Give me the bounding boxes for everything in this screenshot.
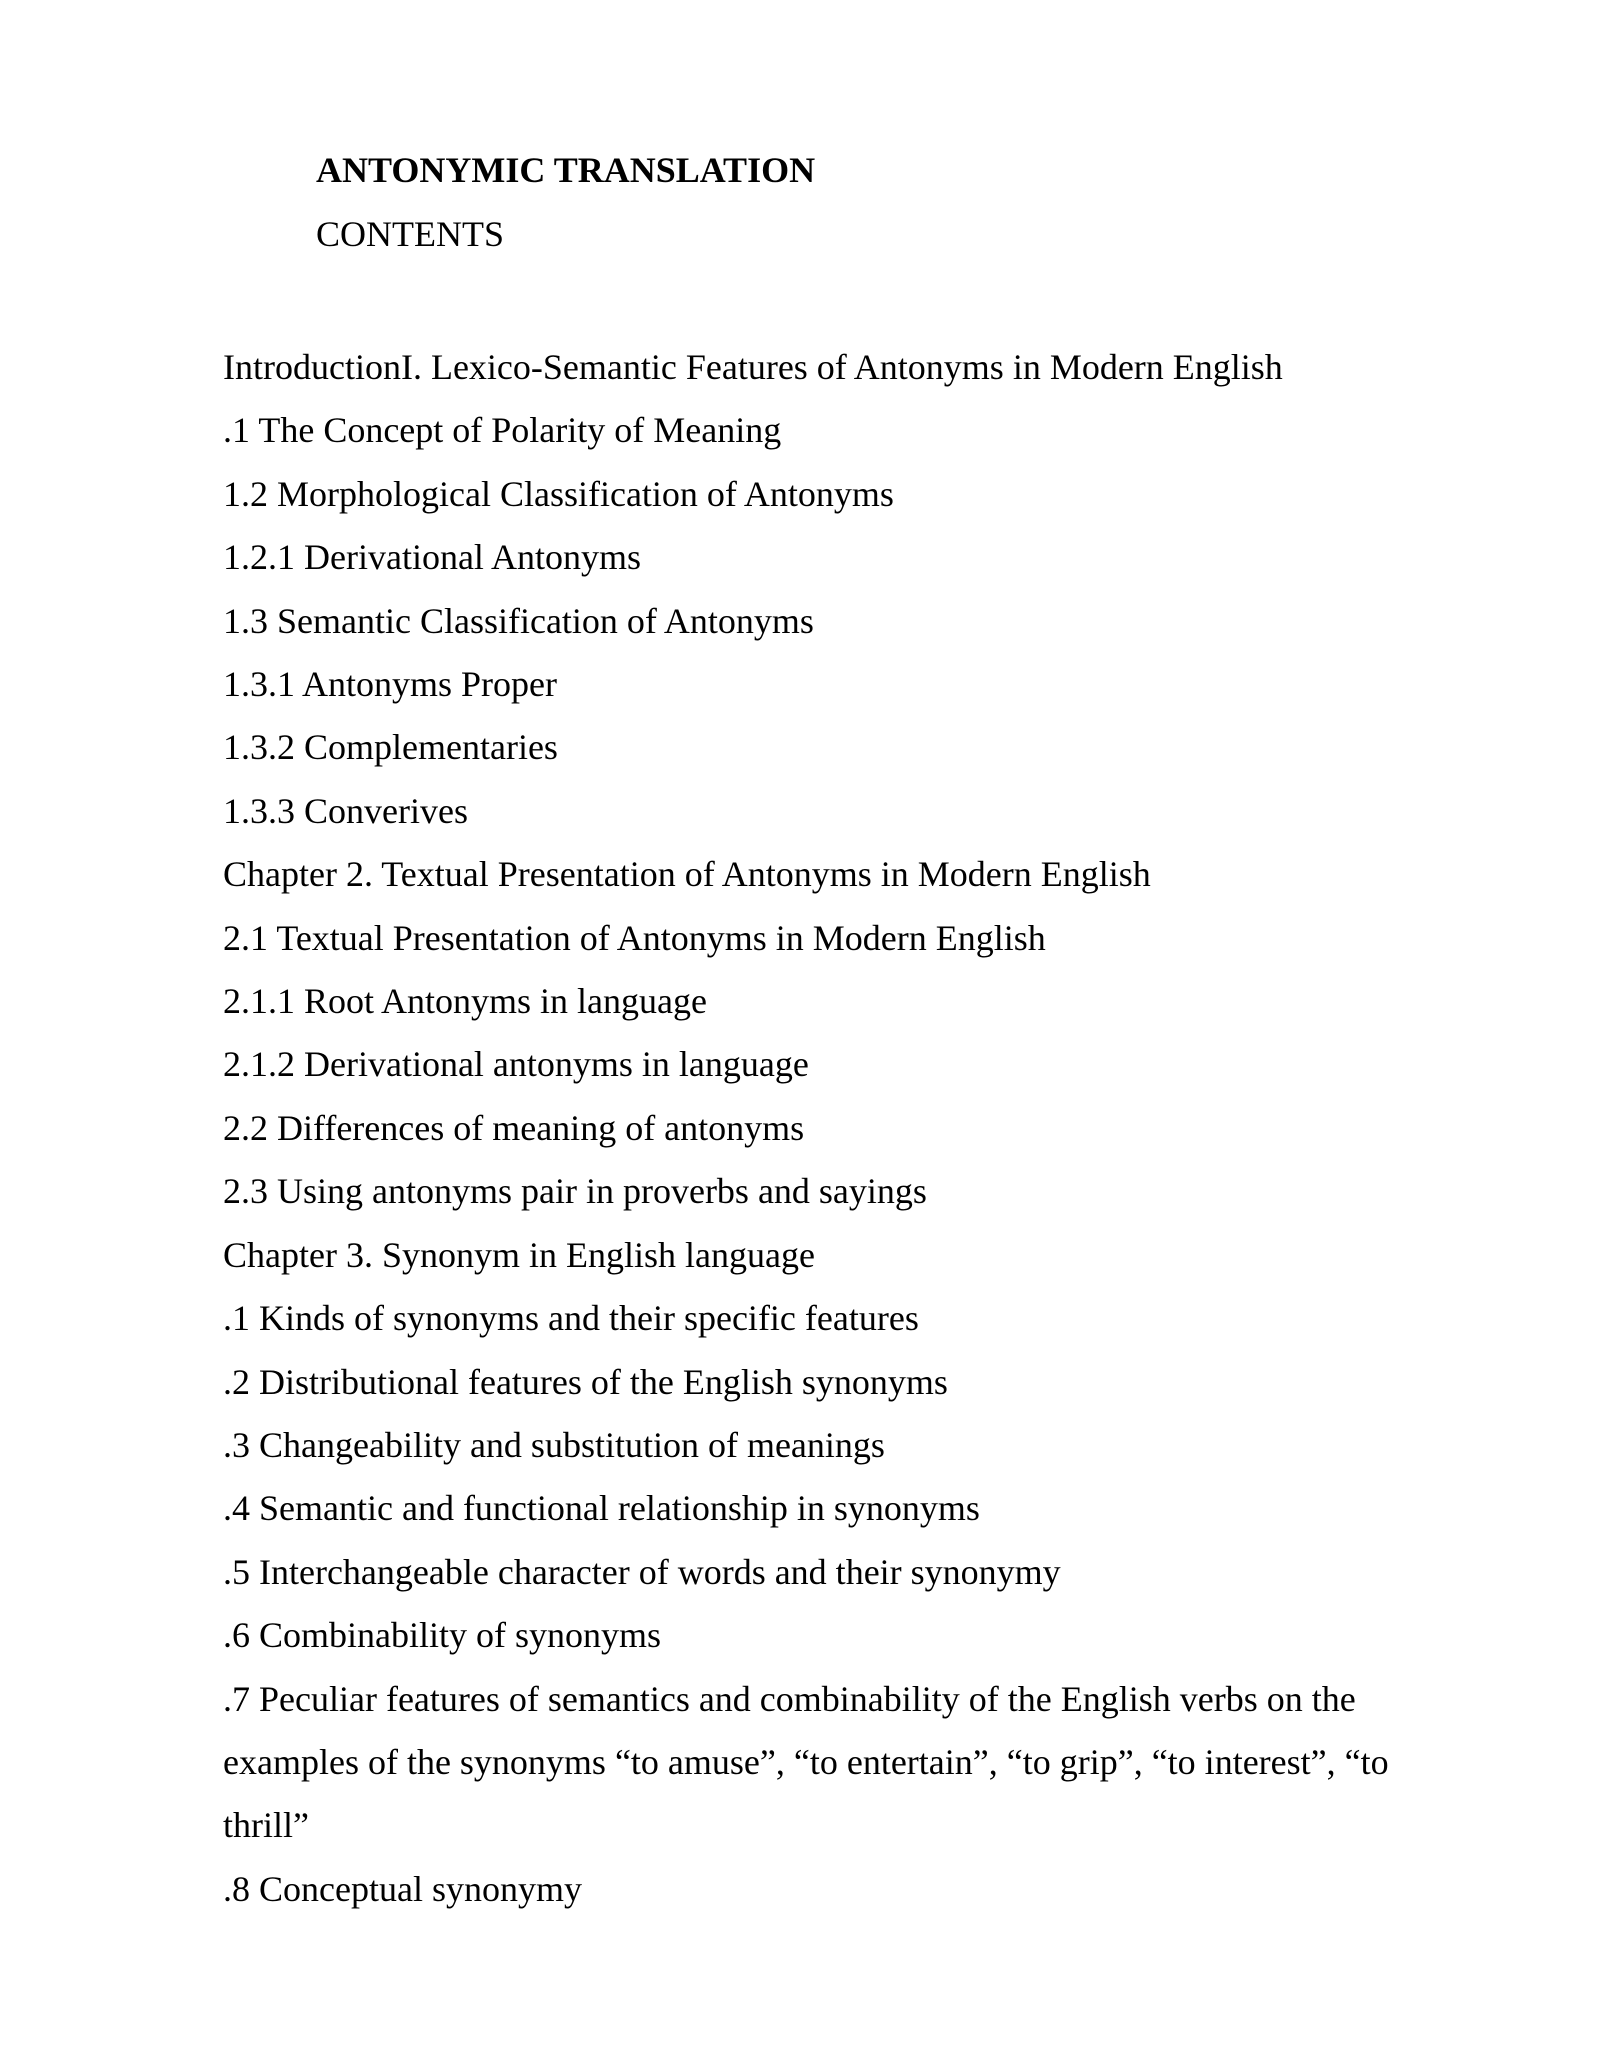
toc-item: .8 Conceptual synonymy xyxy=(223,1868,582,1909)
toc-item: 1.3 Semantic Classification of Antonyms xyxy=(223,600,814,641)
toc-item: 2.1.2 Derivational antonyms in language xyxy=(223,1044,809,1085)
toc-item: 1.3.2 Complementaries xyxy=(223,727,558,768)
toc-item: 1.2.1 Derivational Antonyms xyxy=(223,537,641,578)
toc-item: Chapter 3. Synonym in English language xyxy=(223,1234,815,1275)
toc-item: .6 Combinability of synonyms xyxy=(223,1615,662,1656)
toc-item: 2.1 Textual Presentation of Antonyms in Modern English xyxy=(223,917,1046,958)
toc-item: 1.3.3 Converives xyxy=(223,790,468,831)
contents-heading: CONTENTS xyxy=(316,214,504,254)
toc-item: .2 Distributional features of the English synonyms xyxy=(223,1361,948,1402)
toc-item: 1.2 Morphological Classification of Antonyms xyxy=(223,473,894,514)
document-title: ANTONYMIC TRANSLATION xyxy=(316,150,816,190)
toc-item: .1 The Concept of Polarity of Meaning xyxy=(223,410,782,451)
toc-item: .3 Changeability and substitution of meanings xyxy=(223,1424,885,1465)
toc-item: .1 Kinds of synonyms and their specific features xyxy=(223,1298,919,1339)
toc-item: Chapter 2. Textual Presentation of Antonyms in Modern English xyxy=(223,854,1151,895)
toc-item: .7 Peculiar features of semantics and combinability of the English verbs on the examples of the synonyms “to amuse”, “to entertain”, “to grip”, “to interest”, “to thrill” xyxy=(223,1678,1389,1846)
toc-item: 2.3 Using antonyms pair in proverbs and sayings xyxy=(223,1171,927,1212)
toc-item: .5 Interchangeable character of words and their synonymy xyxy=(223,1551,1061,1592)
toc-item: IntroductionI. Lexico-Semantic Features of Antonyms in Modern English xyxy=(223,347,1283,387)
table-of-contents xyxy=(223,336,1423,1921)
toc-item: 1.3.1 Antonyms Proper xyxy=(223,664,558,705)
toc-item: 2.1.1 Root Antonyms in language xyxy=(223,981,707,1022)
toc-item: .4 Semantic and functional relationship in synonyms xyxy=(223,1488,980,1529)
toc-item: 2.2 Differences of meaning of antonyms xyxy=(223,1107,805,1148)
